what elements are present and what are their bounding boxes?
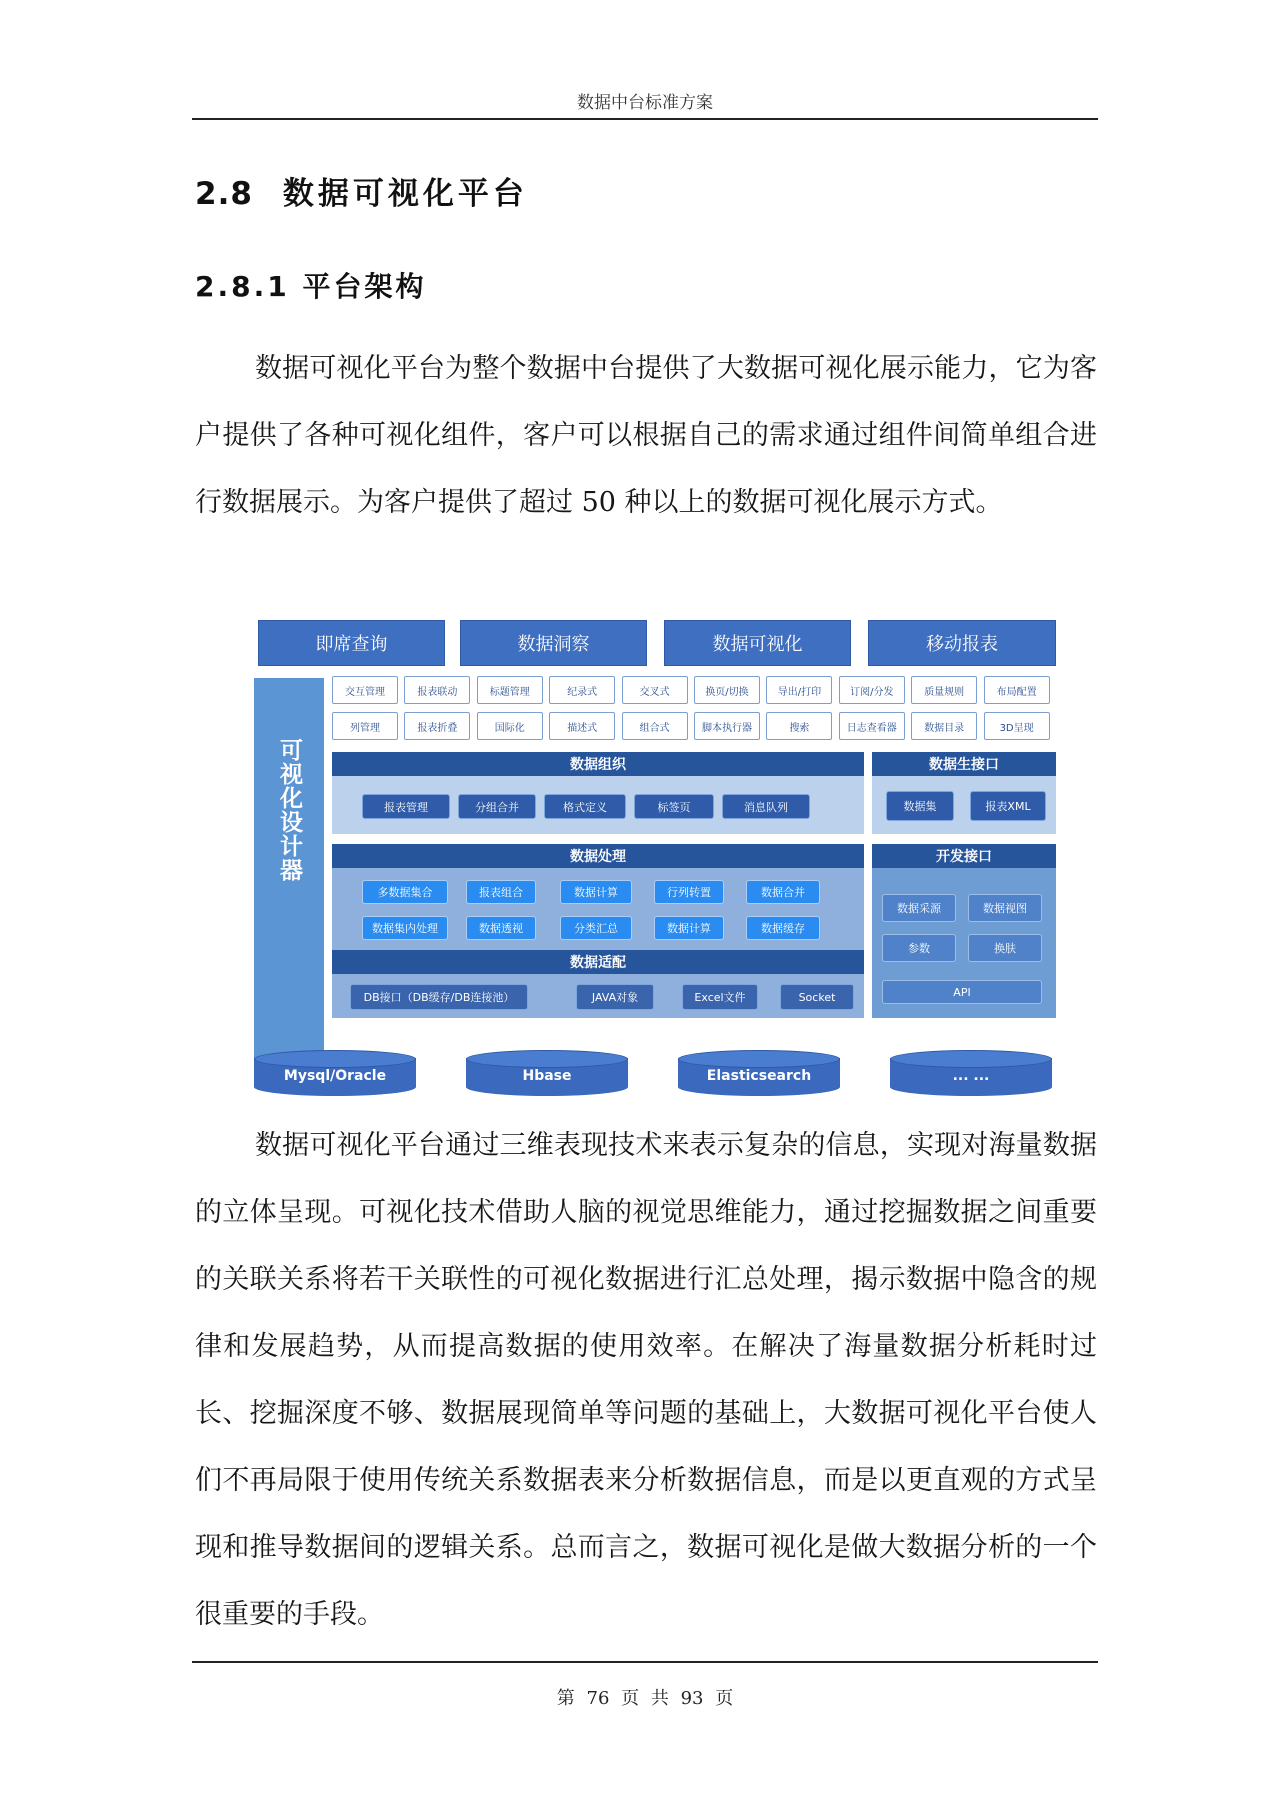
data-gen-item: 报表XML xyxy=(970,791,1046,821)
data-proc-item: 多数据集合 xyxy=(362,880,448,904)
module-adhoc-query: 即席查询 xyxy=(258,620,445,666)
data-proc-item: 数据集内处理 xyxy=(362,916,448,940)
data-proc-item: 数据缓存 xyxy=(746,916,820,940)
feature-chip: 纪录式 xyxy=(549,676,615,704)
adapter-item: Excel文件 xyxy=(682,984,758,1010)
data-org-item: 报表管理 xyxy=(362,794,450,819)
data-gen-panel xyxy=(872,776,1056,834)
visual-designer-label: 可视化设计器 xyxy=(254,678,324,1080)
architecture-diagram xyxy=(254,620,1060,1102)
feature-chip: 订阅/分发 xyxy=(839,676,905,704)
data-gen-title: 数据生接口 xyxy=(872,752,1056,776)
data-proc-item: 数据合并 xyxy=(746,880,820,904)
adapter-item: JAVA对象 xyxy=(576,984,654,1010)
paragraph-body: 数据可视化平台通过三维表现技术来表示复杂的信息，实现对海量数据的立体呈现。可视化技术借助人脑的视觉思维能力，通过挖掘数据之间重要的关联关系将若干关联性的可视化数据进行汇总处理，揭示数据中隐含的规律和发展趋势，从而提高数据的使用效率。在解决了海量数据分析耗时过长、挖掘深度不够、数据展现简单等问题的基础上，大数据可视化平台使人们不再局限于使用传统关系数据表来分析数据信息，而是以更直观的方式呈现和推导数据间的逻辑关系。总而言之，数据可视化是做大数据分析的一个很重要的手段。 xyxy=(195,1130,1097,1630)
feature-chip: 脚本执行器 xyxy=(694,712,760,740)
feature-chip: 报表折叠 xyxy=(404,712,470,740)
dev-item: 换肤 xyxy=(968,934,1042,962)
data-org-item: 格式定义 xyxy=(544,794,626,819)
feature-chip: 描述式 xyxy=(549,712,615,740)
feature-chip: 3D呈现 xyxy=(984,712,1050,740)
footer-rule xyxy=(192,1661,1098,1663)
feature-chip: 交叉式 xyxy=(622,676,688,704)
feature-chip: 质量规则 xyxy=(911,676,977,704)
data-org-item: 消息队列 xyxy=(722,794,810,819)
subsection-heading: 2.8.1 平台架构 xyxy=(195,270,427,303)
database-cylinder: Mysql/Oracle xyxy=(254,1050,416,1100)
dev-interface-title: 开发接口 xyxy=(872,844,1056,868)
database-cylinder: ... ... xyxy=(890,1050,1052,1100)
adapter-item: DB接口（DB缓存/DB连接池） xyxy=(350,984,528,1010)
data-org-title: 数据组织 xyxy=(332,752,864,776)
feature-chip-grid xyxy=(332,676,1056,748)
section-number: 2.8 xyxy=(195,176,253,212)
page-footer: 第 76 页 共 93 页 xyxy=(556,1688,734,1709)
data-proc-panel xyxy=(332,868,864,978)
dev-item: API xyxy=(882,980,1042,1004)
feature-chip: 布局配置 xyxy=(984,676,1050,704)
dev-item: 数据视图 xyxy=(968,894,1042,922)
data-org-item: 分组合并 xyxy=(458,794,536,819)
feature-chip: 报表联动 xyxy=(404,676,470,704)
section-title: 数据可视化平台 xyxy=(282,176,528,212)
data-proc-item: 数据透视 xyxy=(466,916,536,940)
data-org-panel xyxy=(332,776,864,834)
feature-chip: 列管理 xyxy=(332,712,398,740)
feature-chip: 数据目录 xyxy=(911,712,977,740)
data-adapter-title: 数据适配 xyxy=(332,950,864,974)
module-data-visualization: 数据可视化 xyxy=(664,620,851,666)
feature-chip: 日志查看器 xyxy=(839,712,905,740)
data-proc-item: 数据计算 xyxy=(654,916,724,940)
feature-chip: 组合式 xyxy=(622,712,688,740)
data-adapter-panel xyxy=(332,978,864,1018)
feature-chip: 标题管理 xyxy=(477,676,543,704)
data-gen-item: 数据集 xyxy=(886,791,954,821)
module-data-insight: 数据洞察 xyxy=(460,620,647,666)
feature-chip: 搜索 xyxy=(766,712,832,740)
header-rule xyxy=(192,118,1098,120)
page-header: 数据中台标准方案 xyxy=(577,93,713,113)
dev-item: 参数 xyxy=(882,934,956,962)
feature-chip: 导出/打印 xyxy=(766,676,832,704)
feature-chip: 国际化 xyxy=(477,712,543,740)
paragraph-intro: 数据可视化平台为整个数据中台提供了大数据可视化展示能力，它为客户提供了各种可视化组件，客户可以根据自己的需求通过组件间简单组合进行数据展示。为客户提供了超过 50 种以上的数据可视化展示方式。 xyxy=(195,353,1097,518)
module-mobile-report: 移动报表 xyxy=(868,620,1056,666)
data-proc-item: 数据计算 xyxy=(560,880,632,904)
data-org-item: 标签页 xyxy=(634,794,714,819)
adapter-item: Socket xyxy=(780,984,854,1010)
data-proc-item: 分类汇总 xyxy=(560,916,632,940)
database-cylinder: Elasticsearch xyxy=(678,1050,840,1100)
feature-chip: 交互管理 xyxy=(332,676,398,704)
database-cylinder: Hbase xyxy=(466,1050,628,1100)
data-proc-title: 数据处理 xyxy=(332,844,864,868)
feature-chip: 换页/切换 xyxy=(694,676,760,704)
section-heading xyxy=(195,168,528,213)
data-proc-item: 报表组合 xyxy=(466,880,536,904)
data-proc-item: 行列转置 xyxy=(654,880,724,904)
dev-item: 数据采源 xyxy=(882,894,956,922)
dev-interface-panel xyxy=(872,868,1056,1018)
